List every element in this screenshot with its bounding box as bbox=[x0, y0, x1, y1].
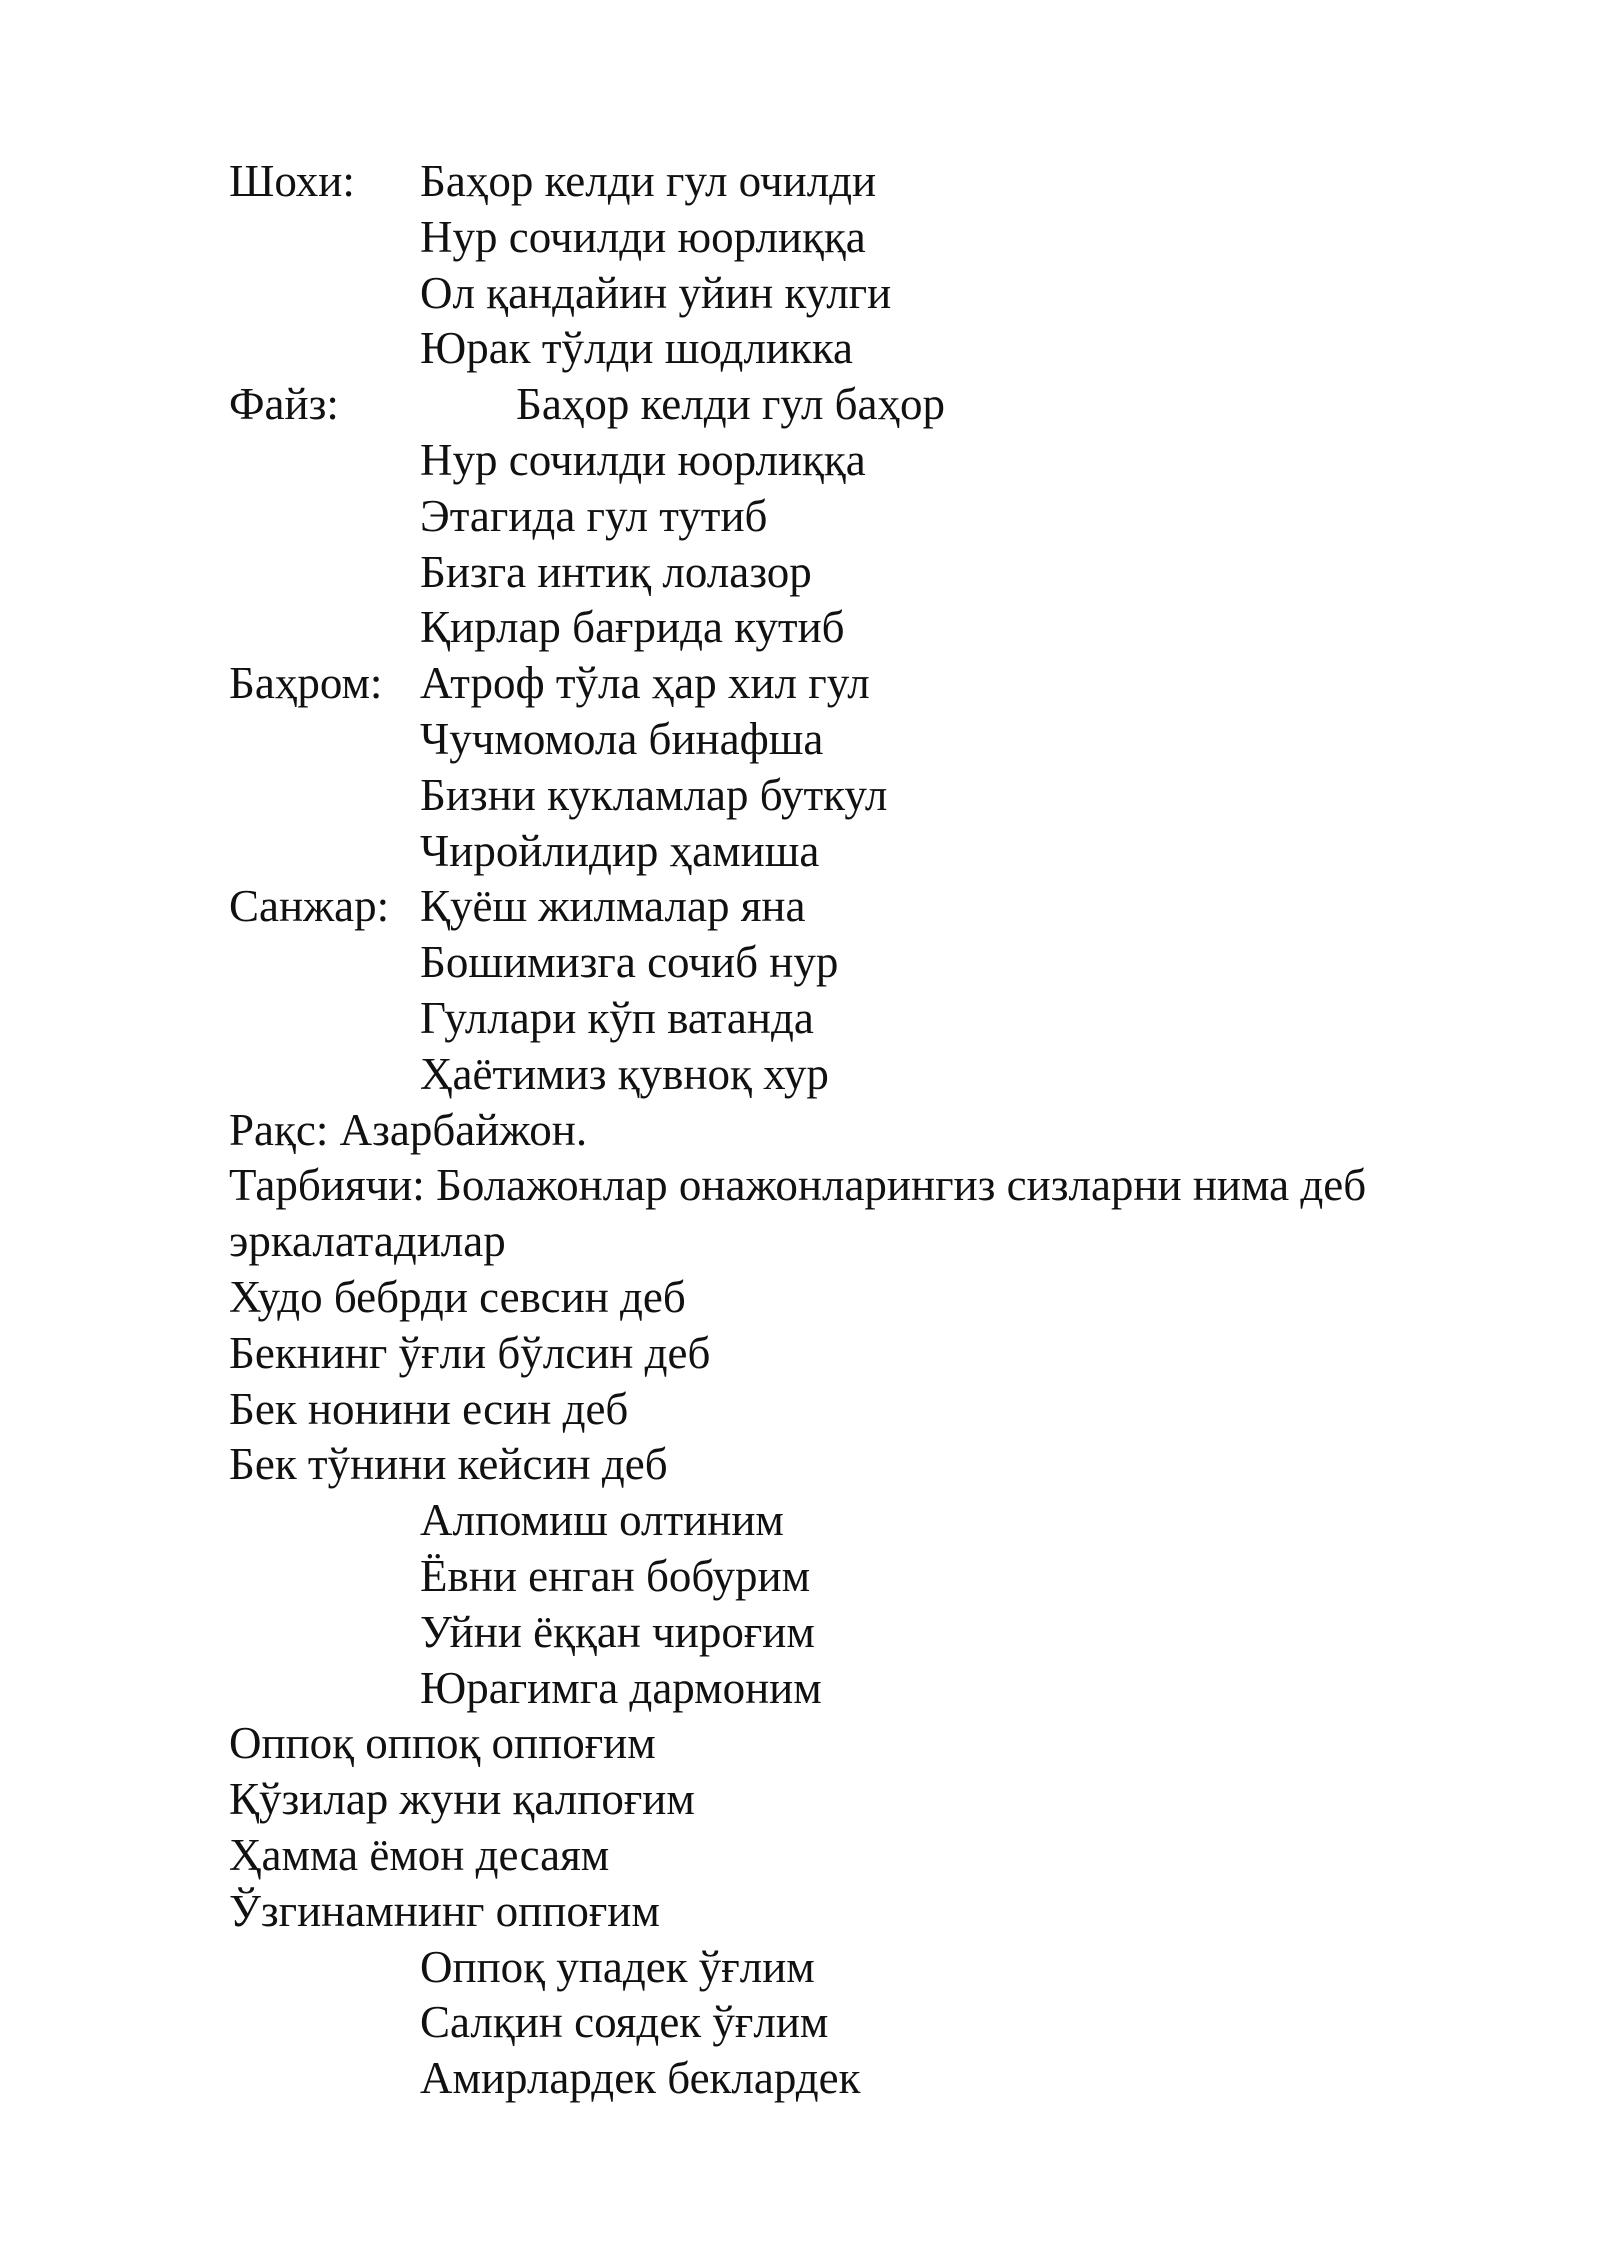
speaker-label: Файз: bbox=[229, 379, 339, 430]
verse-line: Оппоқ упадек ўғлим bbox=[420, 1941, 815, 1992]
stanza-line bbox=[229, 377, 1529, 433]
verse-line: Салқин соядек ўғлим bbox=[420, 1997, 829, 2048]
poem-text bbox=[229, 154, 1529, 2107]
verse-line: Гуллари кўп ватанда bbox=[420, 992, 814, 1043]
educator-line: Тарбиячи: Болажонлар онажонларингиз сизларни нима деб эркалатадилар bbox=[229, 1160, 1367, 1267]
stanza-line bbox=[229, 656, 1529, 712]
verse-line: Ёвни енган бобурим bbox=[420, 1550, 811, 1601]
verse-line: Баҳор келди гул баҳор bbox=[516, 379, 946, 430]
verse-line: Бизни кукламлар буткул bbox=[420, 769, 888, 820]
verse-line: Атроф тўла ҳар хил гул bbox=[420, 658, 870, 709]
dance-line: Рақс: Азарбайжон. bbox=[229, 1104, 588, 1155]
verse-line: Ол қандайин уйин кулги bbox=[420, 267, 892, 318]
verse-line: Алпомиш олтиним bbox=[420, 1495, 784, 1546]
verse-line: Ҳаётимиз қувноқ хур bbox=[420, 1048, 829, 1099]
verse-line: Ҳамма ёмон десаям bbox=[229, 1829, 610, 1880]
verse-line: Бизга интиқ лолазор bbox=[420, 546, 812, 597]
stanza-line bbox=[229, 879, 1529, 935]
stanza-line bbox=[229, 154, 1529, 210]
verse-line: Худо бебрди севсин деб bbox=[229, 1271, 686, 1322]
verse-line: Баҳор келди гул очилди bbox=[420, 156, 877, 206]
verse-line: Қирлар бағрида кутиб bbox=[420, 602, 845, 653]
verse-line: Чучмомола бинафша bbox=[420, 713, 824, 764]
verse-line: Оппоқ оппоқ оппоғим bbox=[229, 1718, 656, 1769]
verse-line: Амирлардек беклардек bbox=[420, 2053, 861, 2104]
verse-line: Ўзгинамнинг оппоғим bbox=[229, 1885, 660, 1936]
verse-line: Юрак тўлди шодликка bbox=[420, 323, 853, 374]
verse-line: Этагида гул тутиб bbox=[420, 490, 768, 541]
verse-line: Юрагимга дармоним bbox=[420, 1662, 822, 1713]
verse-line: Бекнинг ўғли бўлсин деб bbox=[229, 1327, 711, 1378]
verse-line: Бошимизга сочиб нур bbox=[420, 937, 839, 988]
speaker-label: Шохи: bbox=[229, 156, 355, 206]
verse-line: Уйни ёққан чироғим bbox=[420, 1606, 815, 1657]
verse-line: Бек нонини есин деб bbox=[229, 1383, 629, 1434]
verse-line: Қўзилар жуни қалпоғим bbox=[229, 1774, 695, 1825]
speaker-label: Санжар: bbox=[229, 881, 390, 932]
verse-line: Нур сочилди юорлиққа bbox=[420, 434, 866, 485]
speaker-label: Баҳром: bbox=[229, 658, 383, 709]
verse-line: Чиройлидир ҳамиша bbox=[420, 825, 820, 876]
verse-line: Қуёш жилмалар яна bbox=[420, 881, 806, 932]
verse-line: Нур сочилди юорлиққа bbox=[420, 211, 866, 262]
verse-line: Бек тўнини кейсин деб bbox=[229, 1439, 668, 1490]
